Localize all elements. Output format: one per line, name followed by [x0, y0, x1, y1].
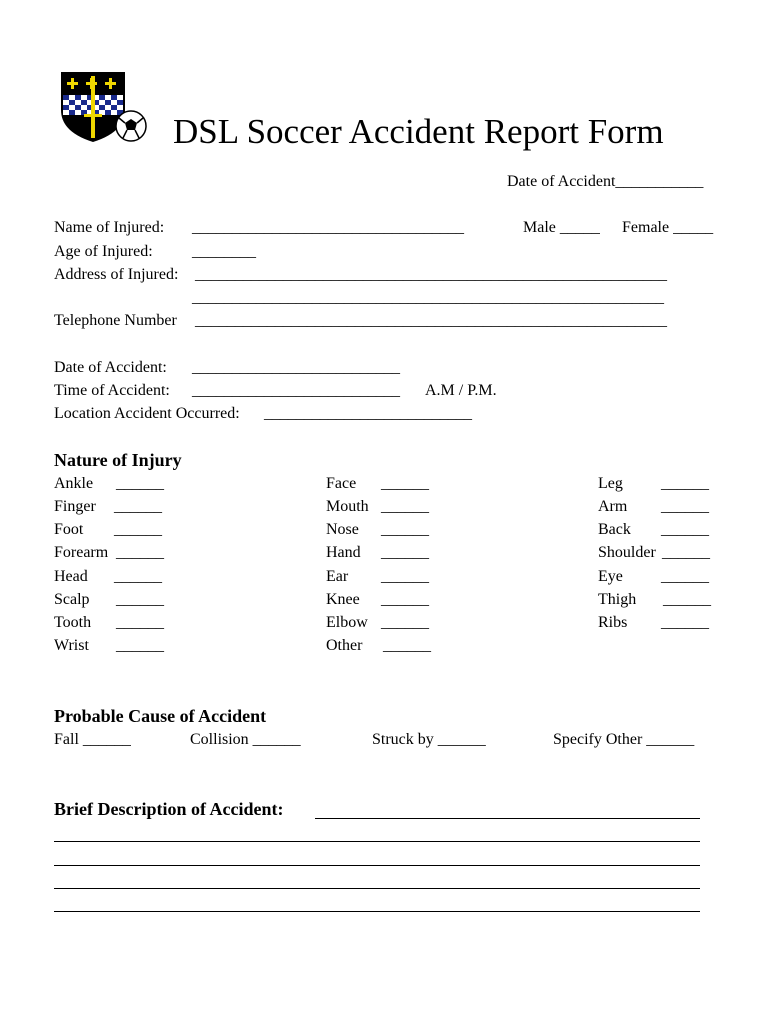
- probable-cause-heading: Probable Cause of Accident: [54, 706, 267, 726]
- injury-field[interactable]: ______: [661, 521, 709, 538]
- injury-label: Wrist: [54, 637, 89, 654]
- name-label: Name of Injured:: [54, 219, 165, 236]
- location-label: Location Accident Occurred:: [54, 405, 240, 422]
- injury-field[interactable]: ______: [662, 544, 710, 561]
- injury-label: Ear: [326, 568, 349, 585]
- name-field[interactable]: __________________________________: [192, 219, 464, 236]
- time-field[interactable]: __________________________: [192, 382, 400, 399]
- injury-field[interactable]: ______: [661, 614, 709, 631]
- injury-field[interactable]: ______: [661, 475, 709, 492]
- injury-field[interactable]: ______: [383, 637, 431, 654]
- telephone-label: Telephone Number: [54, 312, 177, 329]
- injury-label: Back: [598, 521, 631, 538]
- nature-of-injury-heading: Nature of Injury: [54, 450, 182, 470]
- am-pm-text: A.M / P.M.: [425, 382, 497, 399]
- cause-struck-by-field[interactable]: Struck by ______: [372, 731, 486, 748]
- address-field-2[interactable]: ___________________________________________________________: [192, 289, 664, 306]
- injury-label: Hand: [326, 544, 361, 561]
- injury-field[interactable]: ______: [116, 475, 164, 492]
- injury-field[interactable]: ______: [381, 568, 429, 585]
- description-line[interactable]: [54, 911, 700, 912]
- injury-label: Foot: [54, 521, 84, 538]
- injury-field[interactable]: ______: [116, 591, 164, 608]
- injury-label: Mouth: [326, 498, 369, 515]
- injury-label: Elbow: [326, 614, 368, 631]
- injury-field[interactable]: ______: [381, 498, 429, 515]
- injury-field[interactable]: ______: [114, 568, 162, 585]
- date-of-accident-top-field[interactable]: Date of Accident___________: [507, 173, 704, 190]
- page-title: DSL Soccer Accident Report Form: [173, 112, 664, 151]
- telephone-field[interactable]: ___________________________________________________________: [195, 312, 667, 329]
- cause-fall-field[interactable]: Fall ______: [54, 731, 131, 748]
- injury-label: Head: [54, 568, 88, 585]
- injury-label: Other: [326, 637, 363, 654]
- injury-label: Nose: [326, 521, 359, 538]
- description-line[interactable]: [54, 888, 700, 889]
- injury-field[interactable]: ______: [116, 614, 164, 631]
- club-crest-icon: [57, 70, 147, 144]
- injury-label: Finger: [54, 498, 96, 515]
- injury-field[interactable]: ______: [116, 544, 164, 561]
- injury-field[interactable]: ______: [381, 475, 429, 492]
- description-line[interactable]: [54, 865, 700, 866]
- injury-label: Forearm: [54, 544, 109, 561]
- female-field[interactable]: Female _____: [622, 219, 714, 236]
- description-line[interactable]: [315, 818, 700, 819]
- injury-label: Tooth: [54, 614, 92, 631]
- injury-label: Arm: [598, 498, 628, 515]
- injury-field[interactable]: ______: [663, 591, 711, 608]
- age-field[interactable]: ________: [192, 243, 256, 260]
- injury-label: Knee: [326, 591, 360, 608]
- cause-specify-other-field[interactable]: Specify Other ______: [553, 731, 695, 748]
- injury-label: Leg: [598, 475, 623, 492]
- injury-field[interactable]: ______: [661, 568, 709, 585]
- injury-field[interactable]: ______: [381, 521, 429, 538]
- injury-label: Scalp: [54, 591, 90, 608]
- address-field-1[interactable]: ___________________________________________________________: [195, 266, 667, 283]
- injury-label: Thigh: [598, 591, 637, 608]
- injury-field[interactable]: ______: [114, 498, 162, 515]
- location-field[interactable]: __________________________: [264, 405, 472, 422]
- cause-collision-field[interactable]: Collision ______: [190, 731, 301, 748]
- injury-field[interactable]: ______: [381, 614, 429, 631]
- date-field[interactable]: __________________________: [192, 359, 400, 376]
- brief-description-heading: Brief Description of Accident:: [54, 799, 284, 819]
- injury-label: Shoulder: [598, 544, 656, 561]
- injury-field[interactable]: ______: [116, 637, 164, 654]
- injury-field[interactable]: ______: [661, 498, 709, 515]
- injury-field[interactable]: ______: [381, 544, 429, 561]
- injury-label: Ribs: [598, 614, 628, 631]
- injury-label: Eye: [598, 568, 623, 585]
- injury-label: Ankle: [54, 475, 94, 492]
- address-label: Address of Injured:: [54, 266, 179, 283]
- injury-field[interactable]: ______: [381, 591, 429, 608]
- date-label: Date of Accident:: [54, 359, 167, 376]
- injury-label: Face: [326, 475, 357, 492]
- age-label: Age of Injured:: [54, 243, 153, 260]
- injury-field[interactable]: ______: [114, 521, 162, 538]
- description-line[interactable]: [54, 841, 700, 842]
- time-label: Time of Accident:: [54, 382, 170, 399]
- male-field[interactable]: Male _____: [523, 219, 600, 236]
